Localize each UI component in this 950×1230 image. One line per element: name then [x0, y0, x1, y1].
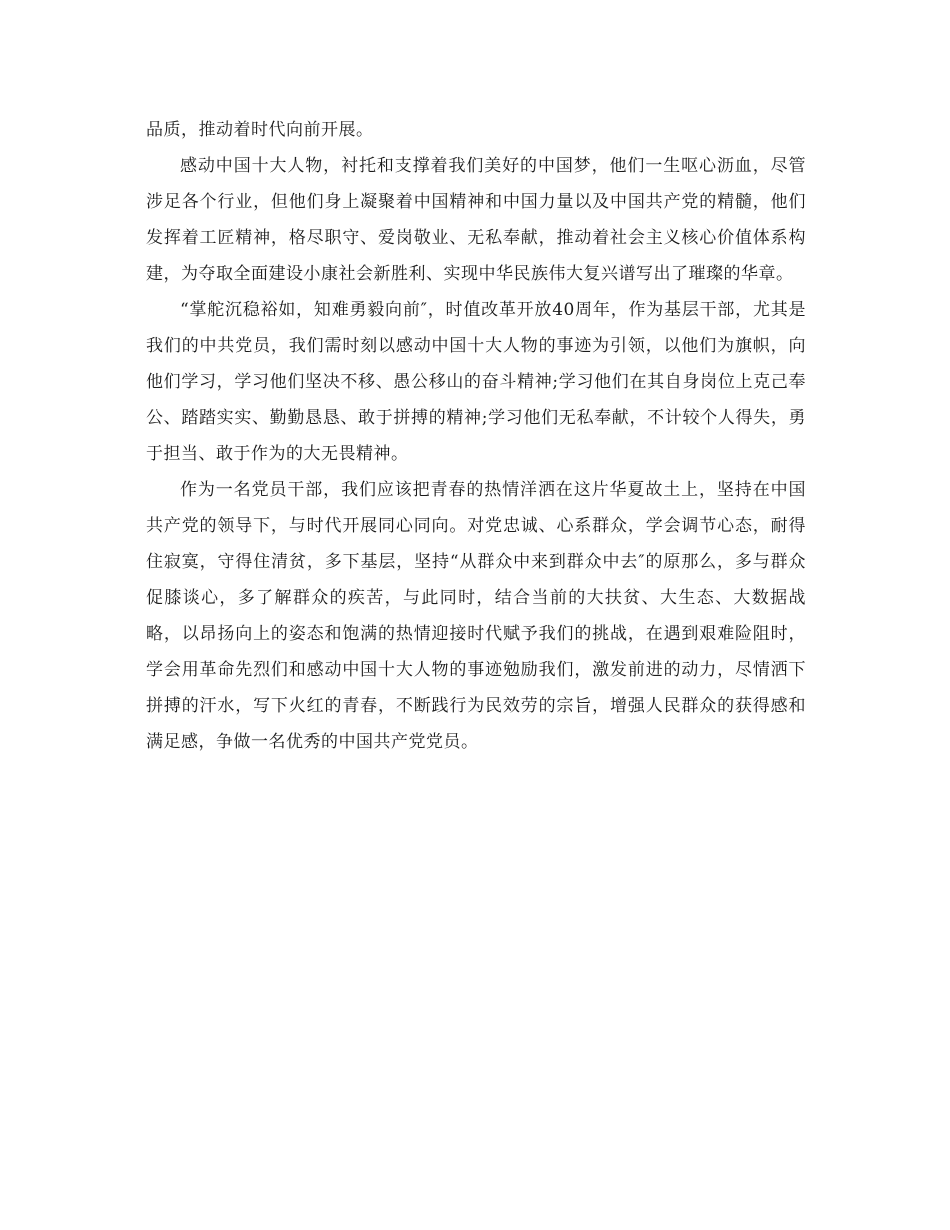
paragraph-4: 作为一名党员干部，我们应该把青春的热情洋洒在这片华夏故土上，坚持在中国共产党的领导下，与时代开展同心同向。对党忠诚、心系群众，学会调节心态，耐得住寂寞，守得住清贫，多下基层，坚持“从群众中来到群众中去″的原那么，多与群众促膝谈心，多了解群众的疾苦，与此同时，结合当前的大扶贫、大生态、大数据战略，以昂扬向上的姿态和饱满的热情迎接时代赋予我们的挑战，在遇到艰难险阻时，学会用革命先烈们和感动中国十大人物的事迹勉励我们，激发前进的动力，尽情洒下拼搏的汗水，写下火红的青春，不断践行为民效劳的宗旨，增强人民群众的获得感和满足感，争做一名优秀的中国共产党党员。: [146, 480, 806, 752]
paragraph-2: 感动中国十大人物，衬托和支撑着我们美好的中国梦，他们一生呕心沥血，尽管涉足各个行业，但他们身上凝聚着中国精神和中国力量以及中国共产党的精髓，他们发挥着工匠精神，格尽职守、爱岗敬业、无私奉献，推动着社会主义核心价值体系构建，为夺取全面建设小康社会新胜利、实现中华民族伟大复兴谱写出了璀璨的华章。: [146, 156, 806, 284]
paragraph-1: 品质，推动着时代向前开展。: [146, 120, 374, 140]
paragraph-3: “掌舵沉稳裕如，知难勇毅向前″，时值改革开放40周年，作为基层干部，尤其是我们的中共党员，我们需时刻以感动中国十大人物的事迹为引领，以他们为旗帜，向他们学习，学习他们坚决不移、愚公移山的奋斗精神;学习他们在其自身岗位上克己奉公、踏踏实实、勤勤恳恳、敢于拼搏的精神;学习他们无私奉献，不计较个人得失，勇于担当、敢于作为的大无畏精神。: [146, 300, 806, 464]
document-body: [146, 112, 806, 760]
